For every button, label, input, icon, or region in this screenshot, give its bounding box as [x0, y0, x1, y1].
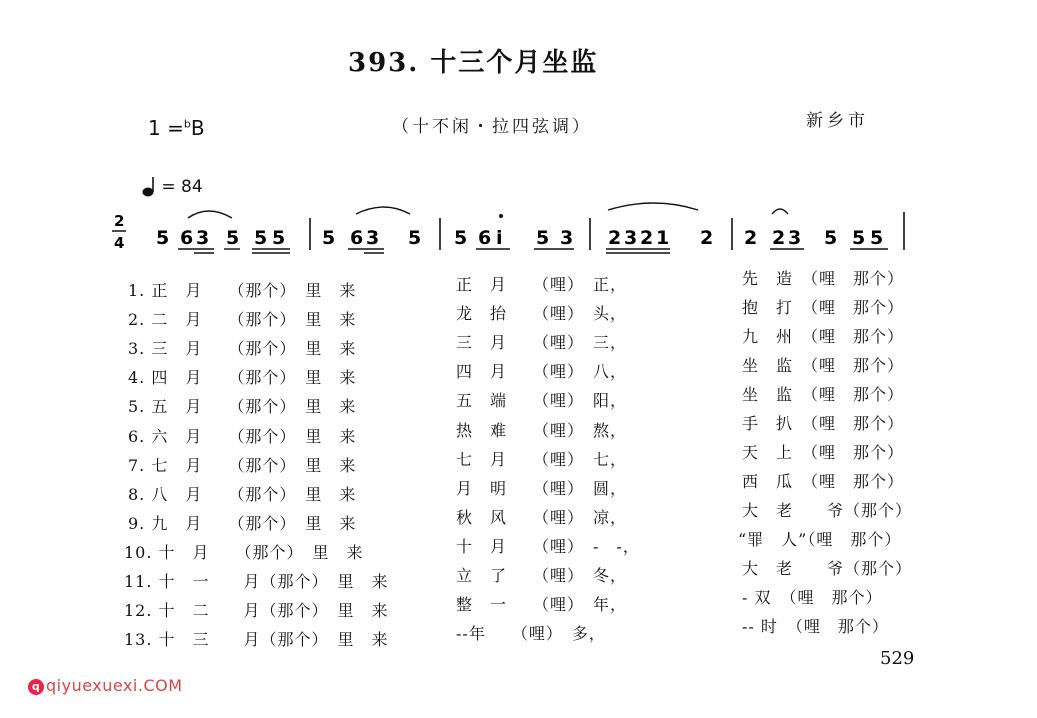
lyric-line: 大 老 爷（那个） [742, 501, 913, 520]
lyric-line: 8. 八 月 （那个） 里 来 [128, 485, 357, 504]
lyric-line: 天 上 （哩 那个） [742, 443, 905, 462]
lyric-line: 10. 十 月 （那个） 里 来 [124, 543, 364, 562]
lyric-line: 4. 四 月 （那个） 里 来 [128, 368, 357, 387]
watermark-text: qiyuexuexi.COM [46, 676, 183, 695]
lyric-line: 热 难 （哩） 熬， [456, 421, 628, 440]
watermark [28, 676, 183, 695]
key-prefix: 1 = [148, 116, 184, 140]
note: 5 [852, 227, 866, 249]
note: 6 [180, 227, 194, 249]
page-number: 529 [880, 648, 915, 669]
time-sig-top: 2 [114, 212, 125, 230]
time-sig-bottom: 4 [114, 234, 125, 252]
region: 新乡市 [806, 111, 869, 131]
lyric-line: 正 月 （哩） 正， [456, 275, 628, 294]
lyric-line: 5. 五 月 （那个） 里 来 [128, 397, 357, 416]
lyric-line: 11. 十 一 月（那个） 里 来 [124, 572, 389, 591]
tempo-marking [142, 176, 203, 198]
note: 2 [772, 227, 786, 249]
lyric-line: 立 了 （哩） 冬， [456, 566, 628, 585]
lyric-line: 13. 十 三 月（那个） 里 来 [124, 630, 389, 649]
lyric-line: 五 端 （哩） 阳， [456, 391, 628, 410]
lyric-line: -- 时 （哩 那个） [742, 617, 889, 636]
lyric-line: 2. 二 月 （那个） 里 来 [128, 310, 357, 329]
lyric-line: 坐 监 （哩 那个） [742, 385, 905, 404]
lyric-line: 9. 九 月 （那个） 里 来 [128, 514, 357, 533]
lyric-line: 手 扒 （哩 那个） [742, 414, 905, 433]
subtitle: （十不闲・拉四弦调） [392, 117, 592, 137]
note: 5 [322, 227, 336, 249]
note: 5 [272, 227, 286, 249]
note: 2 [700, 227, 714, 249]
lyric-line: 抱 打 （哩 那个） [742, 298, 905, 317]
lyric-line: 先 造 （哩 那个） [742, 269, 905, 288]
lyric-line: 坐 监 （哩 那个） [742, 356, 905, 375]
note: 3 [366, 227, 380, 249]
watermark-logo-icon: q [28, 679, 44, 695]
note: i [496, 227, 503, 249]
note: 2 [640, 227, 654, 249]
note: 5 [824, 227, 838, 249]
lyric-line: 秋 风 （哩） 凉， [456, 508, 628, 527]
page-title: 393. 十三个月坐监 [348, 48, 599, 78]
lyric-line: 整 一 （哩） 年， [456, 595, 628, 614]
lyric-line: 九 州 （哩 那个） [742, 327, 905, 346]
note: 5 [226, 227, 240, 249]
lyric-line: 大 老 爷（那个） [742, 559, 913, 578]
lyric-line: 龙 抬 （哩） 头， [456, 304, 628, 323]
quarter-note-icon [142, 176, 156, 198]
notation-staff [108, 196, 928, 256]
note: 5 [536, 227, 550, 249]
lyric-line: 四 月 （哩） 八， [456, 362, 628, 381]
lyric-line: 西 瓜 （哩 那个） [742, 472, 905, 491]
note: 1 [656, 227, 670, 249]
tempo-value: = 84 [161, 177, 203, 197]
note: 3 [788, 227, 802, 249]
note: 5 [408, 227, 422, 249]
flat-sign: b [183, 117, 191, 131]
lyric-line: 12. 十 二 月（那个） 里 来 [124, 601, 389, 620]
lyric-line: --年 （哩） 多， [456, 624, 606, 643]
note: 3 [196, 227, 210, 249]
lyric-line: 三 月 （哩） 三， [456, 333, 628, 352]
lyric-line: 6. 六 月 （那个） 里 来 [128, 427, 357, 446]
lyric-line: 7. 七 月 （那个） 里 来 [128, 456, 357, 475]
lyric-line: 1. 正 月 （那个） 里 来 [128, 281, 357, 300]
note: 2 [744, 227, 758, 249]
lyric-line: “罪 人”（哩 那个） [738, 530, 902, 549]
lyric-line: 3. 三 月 （那个） 里 来 [128, 339, 357, 358]
note: 6 [350, 227, 364, 249]
note: 5 [156, 227, 170, 249]
key-note: B [190, 116, 205, 140]
note: 6 [478, 227, 492, 249]
note: 5 [254, 227, 268, 249]
lyric-line: 十 月 （哩） - -， [456, 537, 640, 556]
note: 3 [624, 227, 638, 249]
note: 5 [870, 227, 884, 249]
lyric-line: - 双 （哩 那个） [742, 588, 883, 607]
key-signature [148, 116, 205, 140]
note: 3 [560, 227, 574, 249]
note: 2 [608, 227, 622, 249]
note: 5 [454, 227, 468, 249]
lyric-line: 七 月 （哩） 七， [456, 450, 628, 469]
lyric-line: 月 明 （哩） 圆， [456, 479, 628, 498]
